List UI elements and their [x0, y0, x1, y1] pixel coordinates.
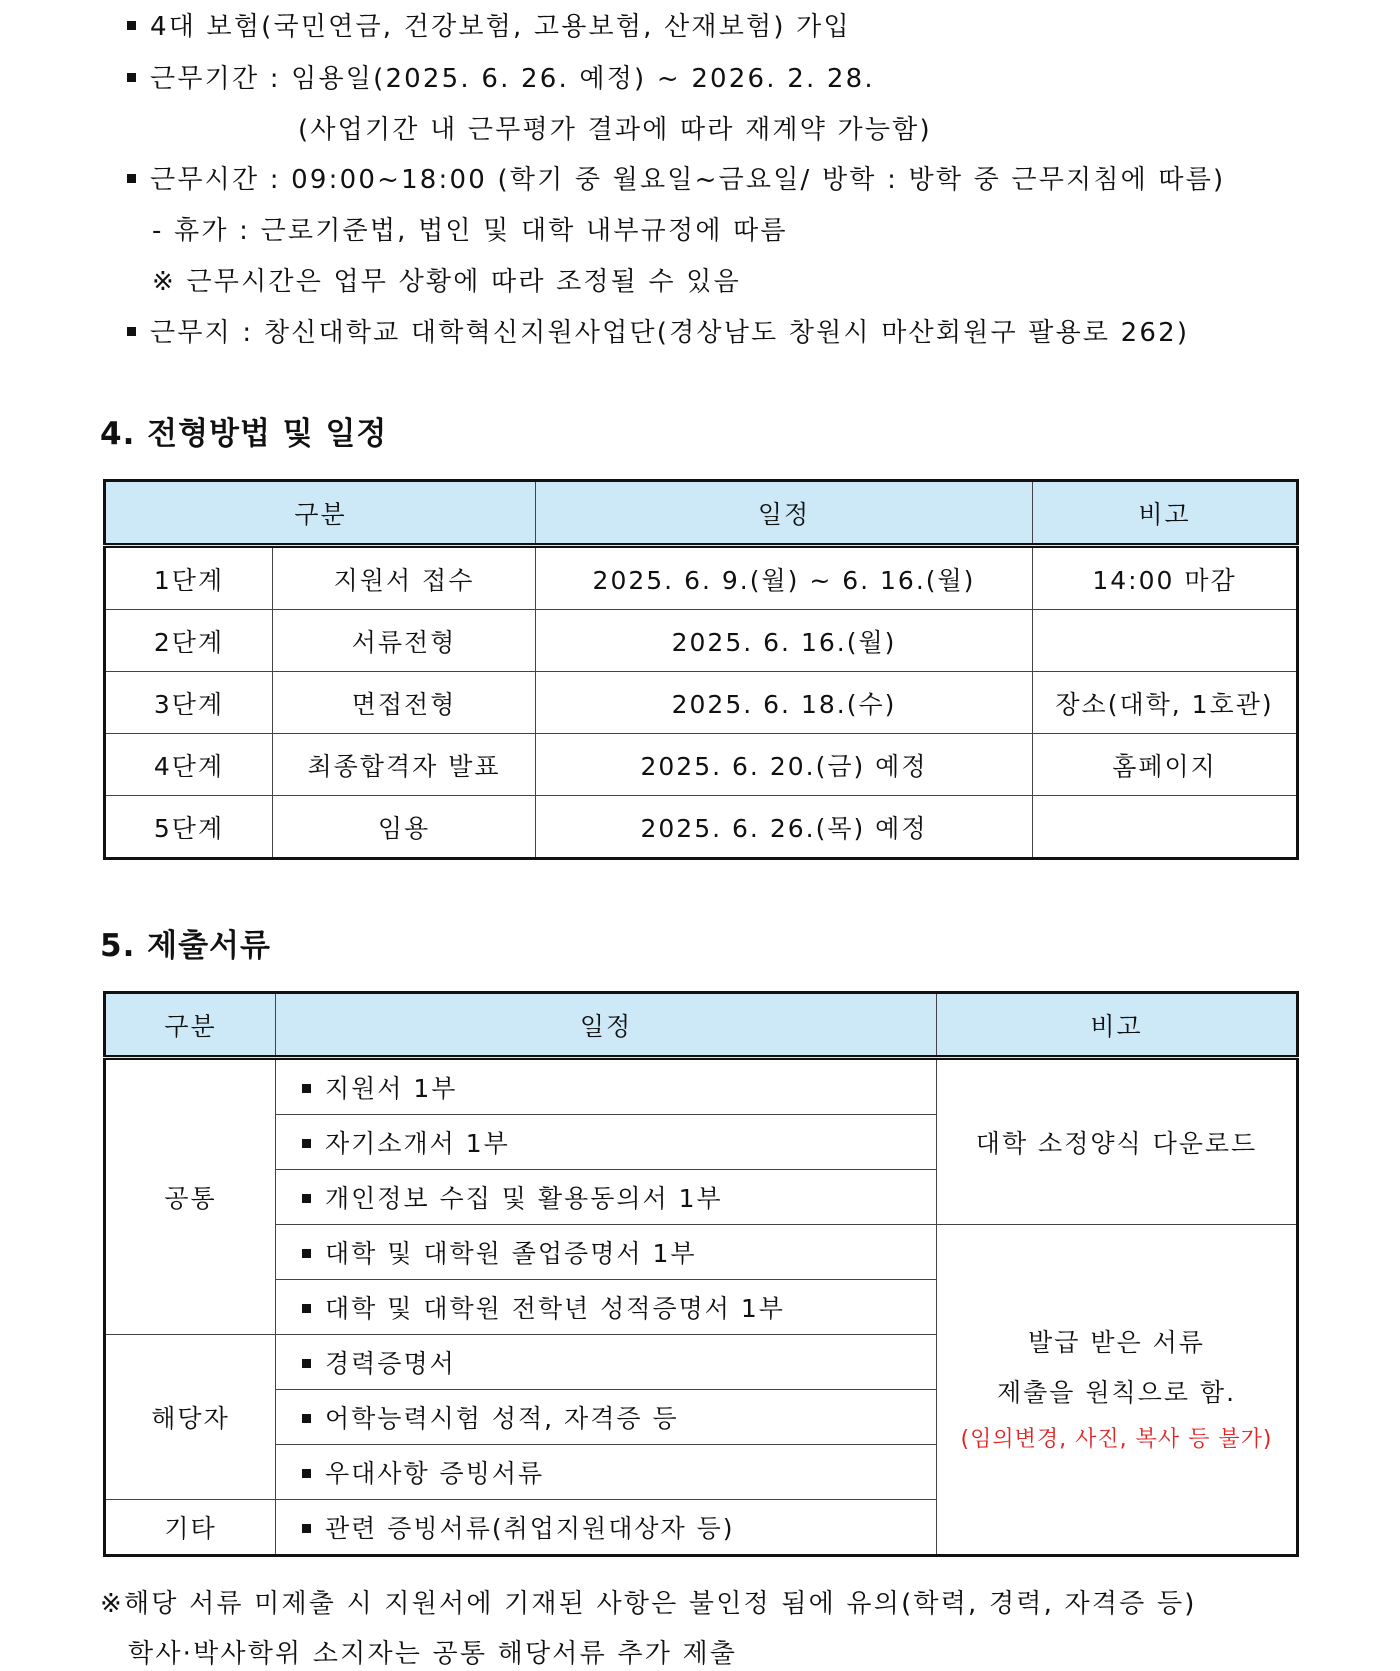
table-row [105, 546, 1298, 610]
bullet-icon [127, 21, 136, 30]
header-remark: 비고 [937, 993, 1298, 1058]
date-cell: 2025. 6. 20.(금) 예정 [536, 734, 1033, 796]
document-item-label: 개인정보 수집 및 활용동의서 1부 [325, 1184, 723, 1213]
note-cell: 장소(대학, 1호관) [1033, 672, 1298, 734]
location-text: 근무지 : 창신대학교 대학혁신지원사업단(경상남도 창원시 마산회원구 팔용로 262) [150, 318, 1190, 348]
location-line [127, 316, 1189, 350]
header-schedule: 일정 [276, 993, 937, 1058]
remark-download: 대학 소정양식 다운로드 [937, 1058, 1298, 1225]
period-line [127, 62, 875, 96]
bullet-icon [127, 174, 136, 183]
document-item [276, 1335, 937, 1390]
header-category: 구분 [105, 993, 276, 1058]
stage-cell: 3단계 [105, 672, 273, 734]
remark-warning: (임의변경, 사진, 복사 등 불가) [960, 1426, 1273, 1452]
group-other: 기타 [105, 1500, 276, 1556]
bullet-icon [302, 1469, 311, 1478]
group-applicable: 해당자 [105, 1335, 276, 1500]
bullet-icon [302, 1304, 311, 1313]
date-cell: 2025. 6. 18.(수) [536, 672, 1033, 734]
document-item-label: 지원서 1부 [325, 1074, 458, 1103]
stage-name-cell: 최종합격자 발표 [273, 734, 536, 796]
bullet-icon [302, 1139, 311, 1148]
period-text: 근무기간 : 임용일(2025. 6. 26. 예정) ~ 2026. 2. 28. [150, 64, 875, 94]
stage-cell: 2단계 [105, 610, 273, 672]
document-item-label: 어학능력시험 성적, 자격증 등 [325, 1404, 679, 1433]
date-cell: 2025. 6. 9.(월) ~ 6. 16.(월) [536, 546, 1033, 610]
document-item-label: 관련 증빙서류(취업지원대상자 등) [325, 1514, 735, 1543]
document-item [276, 1170, 937, 1225]
stage-name-cell: 서류전형 [273, 610, 536, 672]
stage-cell: 5단계 [105, 796, 273, 859]
hours-text: 근무시간 : 09:00~18:00 (학기 중 월요일~금요일/ 방학 : 방학 중 근무지침에 따름) [150, 165, 1226, 195]
section5-title: 5. 제출서류 [100, 928, 271, 964]
table-row [105, 1058, 1298, 1115]
stage-cell: 4단계 [105, 734, 273, 796]
bullet-icon [302, 1524, 311, 1533]
document-item [276, 1445, 937, 1500]
document-item [276, 1115, 937, 1170]
document-item [276, 1500, 937, 1556]
leave-line: - 휴가 : 근로기준법, 법인 및 대학 내부규정에 따름 [152, 216, 788, 246]
date-cell: 2025. 6. 16.(월) [536, 610, 1033, 672]
section4-title: 4. 전형방법 및 일정 [100, 416, 388, 452]
document-item-label: 대학 및 대학원 전학년 성적증명서 1부 [325, 1294, 785, 1323]
document-item [276, 1058, 937, 1115]
stage-name-cell: 임용 [273, 796, 536, 859]
hours-note: ※ 근무시간은 업무 상황에 따라 조정될 수 있음 [152, 267, 741, 297]
bullet-icon [302, 1084, 311, 1093]
remark-issued-line2: 제출을 원칙으로 함. [996, 1377, 1237, 1407]
footnote-line1: ※해당 서류 미제출 시 지원서에 기재된 사항은 불인정 됨에 유의(학력, 경력, 자격증 등) [100, 1589, 1197, 1619]
bullet-icon [302, 1194, 311, 1203]
date-cell: 2025. 6. 26.(목) 예정 [536, 796, 1033, 859]
document-item [276, 1225, 937, 1280]
insurance-line [127, 10, 851, 44]
table-row [105, 796, 1298, 859]
document-item-label: 경력증명서 [325, 1349, 456, 1378]
document-item [276, 1390, 937, 1445]
header-remark: 비고 [1033, 481, 1298, 546]
stage-cell: 1단계 [105, 546, 273, 610]
document-item-label: 우대사항 증빙서류 [325, 1459, 545, 1488]
hours-line [127, 163, 1225, 197]
schedule-table [103, 479, 1299, 860]
documents-header-row [105, 993, 1298, 1058]
note-cell [1033, 610, 1298, 672]
bullet-icon [127, 327, 136, 336]
group-common: 공통 [105, 1058, 276, 1335]
table-row [105, 1225, 1298, 1280]
bullet-icon [302, 1249, 311, 1258]
bullet-icon [302, 1359, 311, 1368]
note-cell: 14:00 마감 [1033, 546, 1298, 610]
period-note: (사업기간 내 근무평가 결과에 따라 재계약 가능함) [298, 115, 932, 145]
stage-name-cell: 지원서 접수 [273, 546, 536, 610]
header-schedule: 일정 [536, 481, 1033, 546]
document-item-label: 자기소개서 1부 [325, 1129, 510, 1158]
table-row [105, 672, 1298, 734]
bullet-icon [127, 73, 136, 82]
schedule-header-row [105, 481, 1298, 546]
table-row [105, 734, 1298, 796]
footnote-line2: 학사·박사학위 소지자는 공통 해당서류 추가 제출 [128, 1639, 738, 1669]
note-cell: 홈페이지 [1033, 734, 1298, 796]
stage-name-cell: 면접전형 [273, 672, 536, 734]
note-cell [1033, 796, 1298, 859]
insurance-text: 4대 보험(국민연금, 건강보험, 고용보험, 산재보험) 가입 [150, 12, 851, 42]
documents-table [103, 991, 1299, 1557]
bullet-icon [302, 1414, 311, 1423]
table-row [105, 610, 1298, 672]
document-item-label: 대학 및 대학원 졸업증명서 1부 [325, 1239, 697, 1268]
remark-issued [937, 1225, 1298, 1556]
remark-issued-line1: 발급 받은 서류 [1028, 1327, 1205, 1357]
header-category: 구분 [105, 481, 536, 546]
document-item [276, 1280, 937, 1335]
